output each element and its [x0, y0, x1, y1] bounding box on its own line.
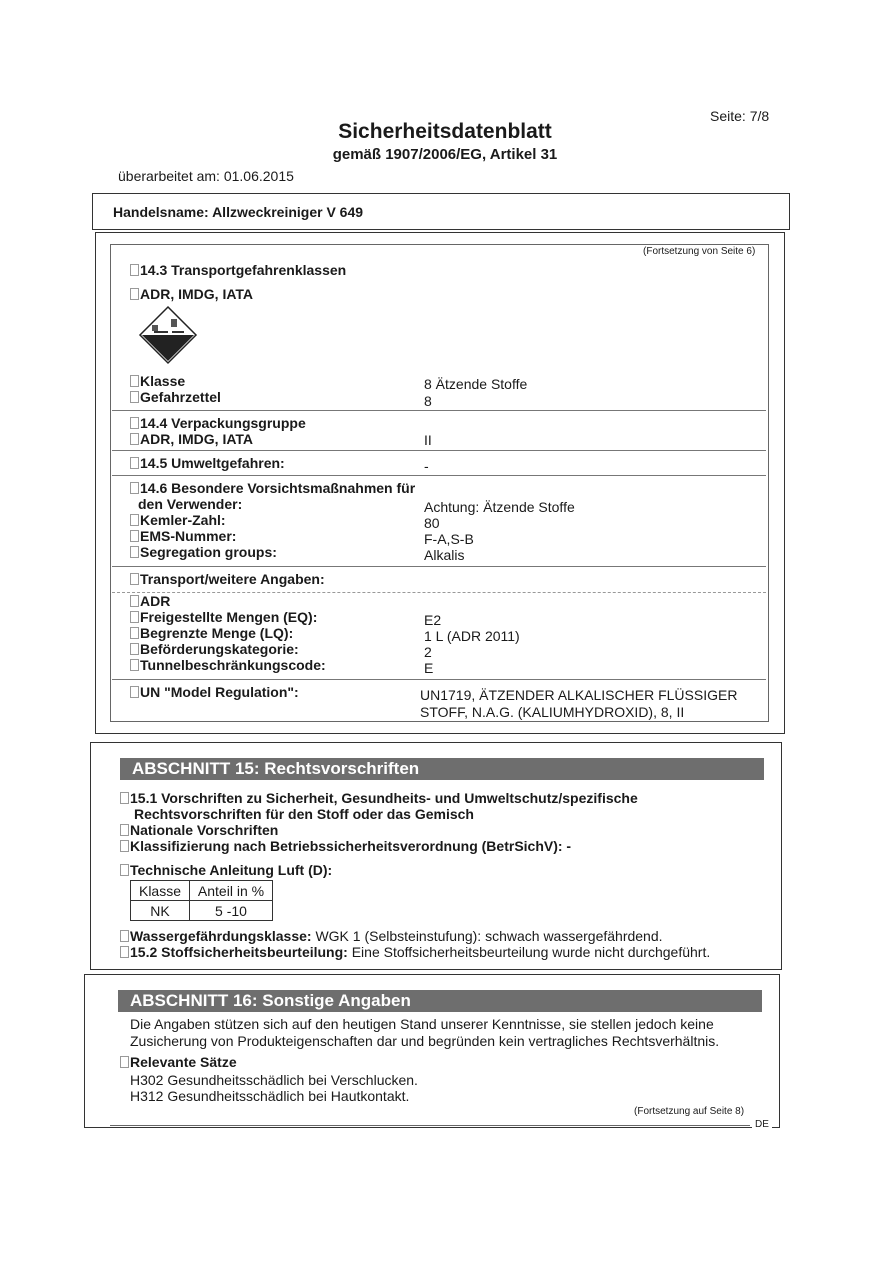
section-16-title: ABSCHNITT 16: Sonstige Angaben — [118, 990, 762, 1012]
language-code: DE — [752, 1119, 772, 1130]
segregation-label: Segregation groups: — [130, 544, 277, 560]
umwelt-value: - — [424, 458, 429, 474]
klasse-value: 8 Ätzende Stoffe — [424, 376, 528, 392]
h312-phrase: H312 Gesundheitsschädlich bei Hautkontakt. — [130, 1088, 410, 1104]
table-header-row — [131, 881, 273, 901]
heading-15-1: 15.1 Vorschriften zu Sicherheit, Gesundheits- und Umweltschutz/spezifische — [120, 790, 638, 806]
table-header-klasse: Klasse — [131, 881, 190, 901]
table-cell-klasse: NK — [131, 901, 190, 921]
relevant-phrases-label: Relevante Sätze — [120, 1054, 237, 1070]
ems-label: EMS-Nummer: — [130, 528, 236, 544]
lq-value: 1 L (ADR 2011) — [424, 628, 520, 644]
un-label: UN "Model Regulation": — [130, 684, 299, 700]
stoffsicherheit-line: 15.2 Stoffsicherheitsbeurteilung: Eine Stoffsicherheitsbeurteilung wurde nicht durchgeführt. — [120, 944, 710, 961]
divider — [112, 679, 766, 680]
page-number: Seite: 7/8 — [710, 108, 770, 124]
dashed-divider — [112, 592, 766, 593]
corrosive-diamond-icon — [138, 305, 198, 365]
disclaimer-line2: Zusicherung von Produkteigenschaften dar und begründen kein vertragliches Rechtsverhältnis. — [130, 1033, 720, 1049]
un-value-line2: STOFF, N.A.G. (KALIUMHYDROXID), 8, II — [420, 704, 685, 720]
wgk-line: Wassergefährdungsklasse: WGK 1 (Selbsteinstufung): schwach wassergefährdend. — [120, 928, 663, 945]
h302-phrase: H302 Gesundheitsschädlich bei Verschlucken. — [130, 1072, 418, 1088]
transport-label: Transport/weitere Angaben: — [130, 571, 325, 587]
segregation-value: Alkalis — [424, 547, 465, 563]
bef-value: 2 — [424, 644, 432, 660]
lq-label: Begrenzte Menge (LQ): — [130, 625, 293, 641]
divider — [112, 410, 766, 411]
trade-name: Handelsname: Allzweckreiniger V 649 — [113, 204, 364, 220]
document-title: Sicherheitsdatenblatt — [338, 120, 552, 143]
section-15-title: ABSCHNITT 15: Rechtsvorschriften — [120, 758, 764, 780]
adr-imdg-iata-label-2: ADR, IMDG, IATA — [130, 431, 253, 447]
heading-14-3: 14.3 Transportgefahrenklassen — [130, 262, 346, 278]
continuation-to: (Fortsetzung auf Seite 8) — [634, 1106, 745, 1117]
klassifizierung-betrsichv: Klassifizierung nach Betriebssicherheitsverordnung (BetrSichV): - — [120, 838, 571, 854]
un-value-line1: UN1719, ÄTZENDER ALKALISCHER FLÜSSIGER — [420, 687, 738, 703]
verpackung-value: II — [424, 432, 432, 448]
gefahrzettel-label: Gefahrzettel — [130, 389, 221, 405]
heading-15-1-line2: Rechtsvorschriften für den Stoff oder das Gemisch — [134, 806, 474, 822]
document-subtitle: gemäß 1907/2006/EG, Artikel 31 — [332, 146, 558, 163]
ta-luft-table — [130, 880, 273, 921]
adr-label: ADR — [130, 593, 170, 609]
disclaimer-line1: Die Angaben stützen sich auf den heutigen Stand unserer Kenntnisse, sie stellen jedoch keine — [130, 1016, 714, 1032]
trade-name-box — [92, 193, 790, 230]
divider — [112, 475, 766, 476]
table-cell-anteil: 5 -10 — [190, 901, 273, 921]
kemler-value: 80 — [424, 515, 440, 531]
kemler-label: Kemler-Zahl: — [130, 512, 226, 528]
eq-value: E2 — [424, 612, 442, 628]
tunnel-value: E — [424, 660, 434, 676]
table-row — [131, 901, 273, 921]
heading-14-5: 14.5 Umweltgefahren: — [130, 455, 285, 471]
continuation-from: (Fortsetzung von Seite 6) — [643, 246, 756, 257]
divider — [112, 566, 766, 567]
bef-label: Beförderungskategorie: — [130, 641, 299, 657]
adr-imdg-iata-label: ADR, IMDG, IATA — [130, 286, 253, 302]
gefahrzettel-value: 8 — [424, 393, 432, 409]
divider — [112, 450, 766, 451]
klasse-label: Klasse — [130, 373, 185, 389]
tunnel-label: Tunnelbeschränkungscode: — [130, 657, 326, 673]
footer-rule — [110, 1125, 750, 1126]
heading-14-4: 14.4 Verpackungsgruppe — [130, 415, 306, 431]
ta-luft-label: Technische Anleitung Luft (D): — [120, 862, 332, 878]
eq-label: Freigestellte Mengen (EQ): — [130, 609, 317, 625]
revision-date: überarbeitet am: 01.06.2015 — [118, 168, 294, 184]
heading-14-6-line2: den Verwender: — [138, 496, 243, 512]
table-header-anteil: Anteil in % — [190, 881, 273, 901]
ems-value: F-A,S-B — [424, 531, 474, 547]
national-regulations: Nationale Vorschriften — [120, 822, 278, 838]
heading-14-6: 14.6 Besondere Vorsichtsmaßnahmen für — [130, 480, 415, 496]
verwender-value: Achtung: Ätzende Stoffe — [424, 499, 575, 515]
